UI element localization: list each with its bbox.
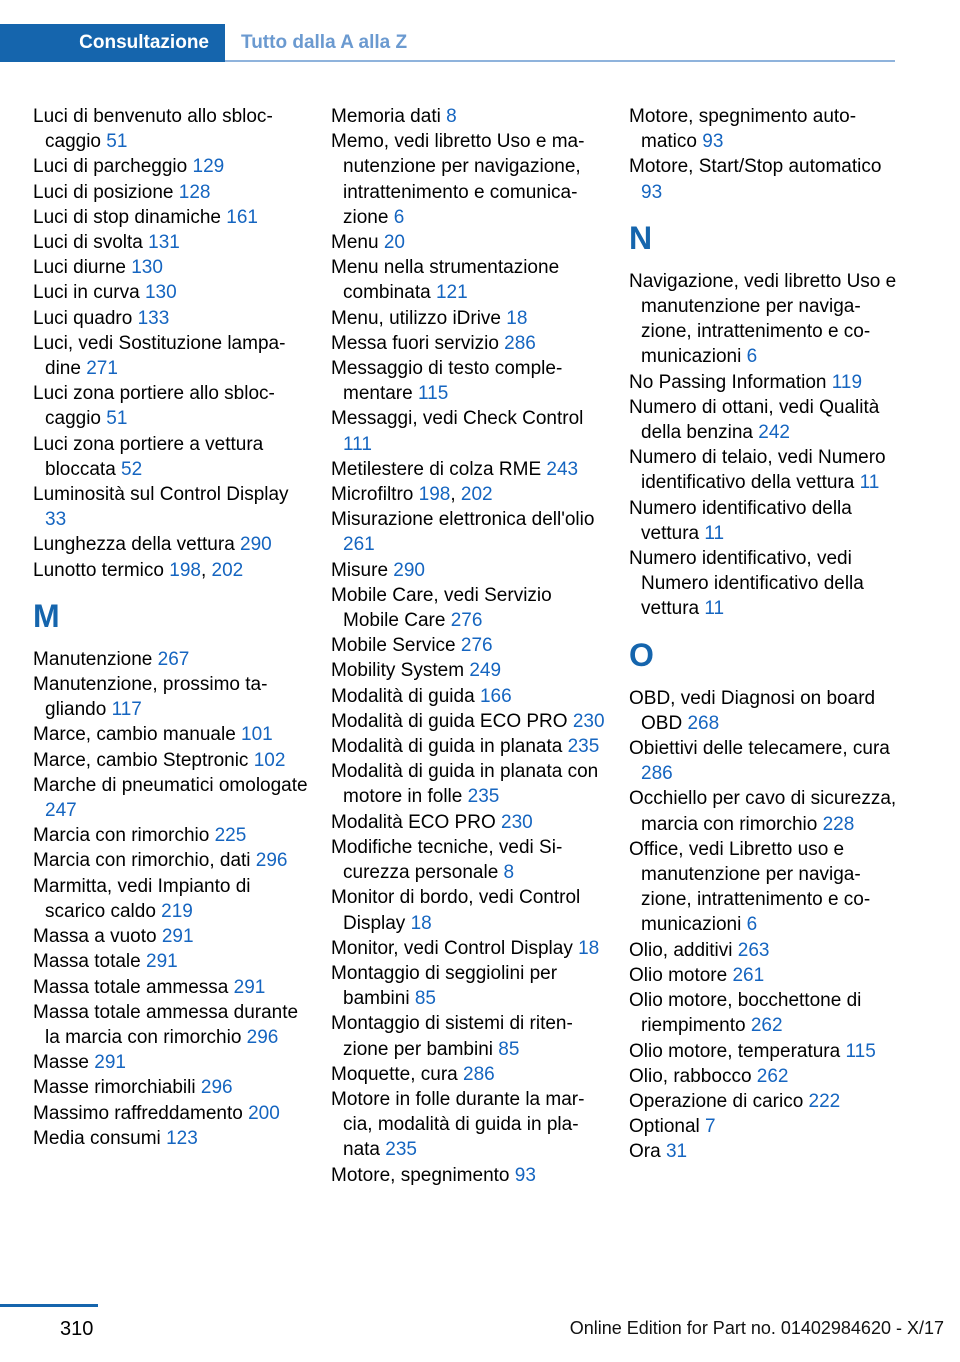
index-entry xyxy=(331,507,606,557)
page-reference-link[interactable]: 225 xyxy=(214,825,247,847)
page-reference-link[interactable]: 286 xyxy=(463,1063,495,1085)
index-entry-text: Memo, vedi libretto Uso e manutenzione per navigazione, intrattenimento e comunicazione xyxy=(331,131,585,228)
index-entry-text: Messa fuori servizio xyxy=(331,332,505,354)
index-entry xyxy=(629,1139,904,1164)
index-entry xyxy=(331,255,606,305)
page-reference-link[interactable]: 222 xyxy=(808,1090,841,1112)
index-entry-text: Motore in folle durante la marcia, modalità di guida in planata xyxy=(331,1088,585,1161)
page-reference-link[interactable]: 296 xyxy=(200,1077,233,1099)
index-entry-text: Olio motore, temperatura xyxy=(629,1040,846,1062)
page-reference-link[interactable]: 93 xyxy=(702,131,724,153)
index-entry xyxy=(33,205,308,230)
page-reference-link[interactable]: 111 xyxy=(343,433,372,455)
page-reference-link[interactable]: 129 xyxy=(192,156,225,178)
index-entry-text: Luci, vedi Sostituzione lampadine xyxy=(33,332,286,380)
page-reference-link[interactable]: 115 xyxy=(845,1040,876,1062)
index-entry xyxy=(629,445,904,495)
page-reference-link[interactable]: 51 xyxy=(106,408,128,430)
index-entry xyxy=(33,647,308,672)
index-entry-text: Moquette, cura xyxy=(331,1063,464,1085)
index-entry xyxy=(331,1062,606,1087)
page-reference-link[interactable]: 85 xyxy=(414,988,436,1010)
index-entry xyxy=(331,457,606,482)
index-entry xyxy=(629,154,904,204)
page-reference-link[interactable]: 296 xyxy=(255,850,288,872)
page-reference-link[interactable]: 33 xyxy=(45,509,67,531)
index-entry xyxy=(33,874,308,924)
index-entry xyxy=(33,672,308,722)
index-entry xyxy=(331,684,606,709)
index-entry-text: Marche di pneumatici omologate xyxy=(33,774,308,796)
index-entry-text: Manutenzione xyxy=(33,648,158,670)
page-reference-link[interactable]: 121 xyxy=(435,282,468,304)
index-entry xyxy=(331,633,606,658)
page-reference-link[interactable]: 263 xyxy=(737,939,770,961)
index-entry-text: Numero di ottani, vedi Qualità della benzina xyxy=(629,396,880,444)
page-reference-link[interactable]: 262 xyxy=(756,1065,789,1087)
index-entry-text: Luminosità sul Control Display xyxy=(33,484,289,506)
index-entry-text: Numero identificativo della vettura xyxy=(629,497,852,544)
page-reference-link[interactable]: 133 xyxy=(137,307,170,329)
index-entry-text: Manutenzione, prossimo tagliando xyxy=(33,674,268,721)
page-reference-link[interactable]: 276 xyxy=(450,610,483,632)
index-entry-text: Misurazione elettronica dell'olio xyxy=(331,509,595,531)
index-entry xyxy=(33,104,308,154)
page-reference-link[interactable]: 202 xyxy=(211,559,244,581)
page-reference-link[interactable]: 242 xyxy=(758,422,790,444)
page-reference-link[interactable]: 101 xyxy=(241,724,273,746)
index-entry-text: Modalità di guida xyxy=(331,685,480,707)
page-reference-link[interactable]: 219 xyxy=(161,900,193,922)
index-entry xyxy=(331,709,606,734)
index-entry-text: Luci di stop dinamiche xyxy=(33,206,227,228)
index-entry xyxy=(629,837,904,938)
index-entry-text: Menu nella strumentazione combinata xyxy=(331,257,560,304)
index-entry-text: Luci in curva xyxy=(33,282,145,304)
page-reference-link[interactable]: 291 xyxy=(161,926,194,948)
page-reference-link[interactable]: 18 xyxy=(410,912,432,934)
page-reference-link[interactable]: 290 xyxy=(393,559,425,581)
breadcrumb[interactable]: Tutto dalla A alla Z xyxy=(241,32,408,53)
index-entry xyxy=(33,823,308,848)
page-reference-link[interactable]: 6 xyxy=(746,346,758,368)
index-entry xyxy=(629,988,904,1038)
index-entry xyxy=(33,748,308,773)
index-entry xyxy=(331,104,606,129)
index-entry-text: Olio motore, bocchettone di riempimento xyxy=(629,990,862,1037)
page-reference-link[interactable]: 247 xyxy=(45,800,77,822)
page-reference-link[interactable]: 198 xyxy=(418,484,451,506)
index-entry xyxy=(629,269,904,370)
index-entry xyxy=(33,1075,308,1100)
index-entry-text: Massa totale xyxy=(33,951,146,973)
index-entry xyxy=(629,104,904,154)
index-entry-text: Numero identificativo, vedi Numero identificativo della vettura xyxy=(629,548,864,620)
index-entry xyxy=(331,835,606,885)
index-entry-text: Marcia con rimorchio xyxy=(33,825,215,847)
page-reference-link[interactable]: 93 xyxy=(641,181,663,203)
index-entry-text: Monitor di bordo, vedi Control Display xyxy=(331,887,581,934)
page-reference-link[interactable]: 8 xyxy=(503,862,515,884)
page-reference-link[interactable]: 130 xyxy=(131,257,163,279)
index-entry-text: Optional xyxy=(629,1116,706,1138)
page-reference-link[interactable]: 249 xyxy=(469,660,502,682)
index-entry-text: Modalità di guida ECO PRO xyxy=(331,710,573,732)
index-entry-text: Marce, cambio Steptronic xyxy=(33,749,254,771)
page-reference-link[interactable]: 290 xyxy=(240,534,272,556)
header-divider xyxy=(225,60,895,62)
page-reference-link[interactable]: 11 xyxy=(859,472,880,494)
index-column-1 xyxy=(33,104,308,1151)
page-reference-link[interactable]: 198 xyxy=(169,559,201,581)
page-reference-link[interactable]: 102 xyxy=(253,749,286,771)
index-entry xyxy=(331,810,606,835)
page-reference-link[interactable]: 6 xyxy=(746,914,758,936)
page-reference-link[interactable]: 131 xyxy=(148,232,180,254)
index-entry-text: Misure xyxy=(331,559,394,581)
index-entry-text: Marce, cambio manuale xyxy=(33,724,242,746)
page-reference-link[interactable]: 261 xyxy=(732,964,765,986)
index-entry-text: Masse xyxy=(33,1052,95,1074)
index-entry-text: Montaggio di sistemi di ritenzione per bambini xyxy=(331,1013,573,1060)
page-reference-link[interactable]: 31 xyxy=(665,1141,688,1163)
index-entry-text: Modalità di guida in planata xyxy=(331,736,568,758)
index-entry xyxy=(331,356,606,406)
index-entry xyxy=(331,306,606,331)
index-entry xyxy=(629,938,904,963)
index-entry-text: Masse rimorchiabili xyxy=(33,1077,201,1099)
index-entry xyxy=(331,230,606,255)
index-entry xyxy=(33,432,308,482)
index-entry xyxy=(33,280,308,305)
index-entry-text: Modalità di guida in planata con motore in folle xyxy=(331,761,599,808)
page-reference-link[interactable]: 11 xyxy=(704,522,725,544)
page-reference-link[interactable]: 93 xyxy=(514,1164,536,1186)
index-entry-text: Microfiltro xyxy=(331,484,419,506)
page-reference-link[interactable]: 20 xyxy=(383,232,405,254)
index-entry xyxy=(33,1000,308,1050)
index-entry-text: Olio motore xyxy=(629,964,733,986)
index-entry xyxy=(331,658,606,683)
index-entry-text: Massa totale ammessa xyxy=(33,976,234,998)
index-entry xyxy=(331,406,606,456)
index-entry xyxy=(331,759,606,809)
index-entry xyxy=(331,961,606,1011)
index-entry xyxy=(629,1089,904,1114)
index-entry xyxy=(33,975,308,1000)
page-reference-link[interactable]: 276 xyxy=(460,635,493,657)
index-entry xyxy=(331,331,606,356)
page-reference-link[interactable]: 18 xyxy=(578,937,600,959)
index-entry xyxy=(629,736,904,786)
index-entry xyxy=(33,381,308,431)
index-letter-heading: N xyxy=(629,219,653,256)
index-entry-text: Motore, spegnimento automatico xyxy=(629,106,857,153)
index-entry-text: Luci di svolta xyxy=(33,232,149,254)
index-entry xyxy=(33,1050,308,1075)
page-reference-link[interactable]: 8 xyxy=(446,106,457,127)
index-entry xyxy=(331,583,606,633)
index-entry-text: Montaggio di seggiolini per bambini xyxy=(331,962,558,1010)
index-entry xyxy=(33,154,308,179)
index-entry xyxy=(33,1126,308,1151)
index-entry-text: Motore, spegnimento xyxy=(331,1164,515,1186)
page-reference-link[interactable]: 228 xyxy=(822,813,855,835)
index-entry-text: Office, vedi Libretto uso e manutenzione per navigazione, intrattenimento e comunicazioni xyxy=(629,838,871,936)
index-entry xyxy=(33,949,308,974)
index-entry xyxy=(331,1011,606,1061)
page-header xyxy=(0,24,960,64)
index-entry xyxy=(629,1039,904,1064)
index-entry-text: Media consumi xyxy=(33,1127,167,1149)
index-entry xyxy=(629,496,904,546)
page-reference-link[interactable]: 262 xyxy=(750,1015,783,1037)
index-entry xyxy=(629,786,904,836)
index-entry-text: Mobile Care, vedi Servizio Mobile Care xyxy=(331,584,552,632)
index-entry-text: Occhiello per cavo di sicurezza, marcia con rimorchio xyxy=(629,788,897,835)
index-entry-text: Operazione di carico xyxy=(629,1090,809,1112)
index-entry-text: Numero di telaio, vedi Numero identificativo della vettura xyxy=(629,447,886,494)
index-entry xyxy=(33,482,308,532)
index-column-2 xyxy=(331,104,606,1188)
index-entry-text: Lunghezza della vettura xyxy=(33,534,241,556)
index-entry-text: Luci di parcheggio xyxy=(33,156,193,178)
page-reference-link[interactable]: 286 xyxy=(504,332,536,354)
index-entry xyxy=(629,370,904,395)
index-entry xyxy=(331,129,606,230)
index-entry-text: Olio, additivi xyxy=(629,939,738,961)
page-reference-link[interactable]: 52 xyxy=(121,458,143,480)
index-entry-text: Mobility System xyxy=(331,660,470,682)
footer-divider xyxy=(0,1304,98,1307)
index-entry-text: Massimo raffreddamento xyxy=(33,1102,249,1124)
page-reference-link[interactable]: 291 xyxy=(233,976,266,998)
index-entry-text: Luci zona portiere a vettura bloccata xyxy=(33,433,264,480)
index-entry xyxy=(33,306,308,331)
index-entry xyxy=(33,558,308,583)
index-entry xyxy=(629,963,904,988)
page-reference-link[interactable]: 11 xyxy=(704,598,725,620)
index-entry-text: Menu xyxy=(331,232,384,254)
index-entry xyxy=(33,230,308,255)
page-reference-link[interactable]: 202 xyxy=(460,484,493,506)
index-entry xyxy=(33,773,308,823)
page-reference-link[interactable]: 291 xyxy=(146,951,178,973)
section-tab[interactable]: Consultazione xyxy=(0,24,225,62)
index-entry xyxy=(331,1087,606,1163)
index-entry xyxy=(33,722,308,747)
page-reference-link[interactable]: 115 xyxy=(417,383,449,405)
edition-note: Online Edition for Part no. 01402984620 - X/17 xyxy=(569,1318,944,1338)
index-entry-text: Olio, rabbocco xyxy=(629,1065,757,1087)
page-reference-link[interactable]: 166 xyxy=(479,685,512,707)
page-reference-link[interactable]: 85 xyxy=(498,1038,520,1060)
index-entry-text: Massa totale ammessa durante la marcia con rimorchio xyxy=(33,1001,299,1048)
page-reference-link[interactable]: 271 xyxy=(86,358,118,380)
page-reference-link[interactable]: 291 xyxy=(94,1052,126,1074)
index-entry xyxy=(331,734,606,759)
page-number: 310 xyxy=(60,1318,94,1340)
index-entry xyxy=(331,558,606,583)
index-entry xyxy=(629,395,904,445)
page-reference-link[interactable]: 7 xyxy=(705,1116,716,1138)
index-entry-text: Modifiche tecniche, vedi Sicurezza personale xyxy=(331,836,563,884)
page-reference-link[interactable]: 268 xyxy=(687,712,720,734)
index-entry xyxy=(331,1163,606,1188)
index-entry-text: Messaggi, vedi Check Control xyxy=(331,408,584,430)
page-reference-link[interactable]: 117 xyxy=(111,699,142,721)
page-reference-link[interactable]: 230 xyxy=(572,710,605,732)
index-entry xyxy=(33,924,308,949)
index-entry-text: Messaggio di testo complementare xyxy=(331,358,563,405)
index-entry xyxy=(33,255,308,280)
index-entry-text: Mobile Service xyxy=(331,635,461,657)
index-entry xyxy=(33,180,308,205)
page-reference-link[interactable]: 286 xyxy=(641,763,673,785)
page-reference-link[interactable]: 6 xyxy=(393,206,405,228)
index-entry-text: Memoria dati xyxy=(331,106,447,127)
index-entry-text: Marcia con rimorchio, dati xyxy=(33,850,256,872)
index-entry xyxy=(629,1114,904,1139)
page-ref-separator: , xyxy=(200,559,212,581)
page-reference-link[interactable]: 243 xyxy=(546,458,579,480)
index-entry xyxy=(33,848,308,873)
index-entry-text: Luci di posizione xyxy=(33,181,179,203)
index-entry-text: Monitor, vedi Control Display xyxy=(331,937,579,959)
index-entry-text: Marmitta, vedi Impianto di scarico caldo xyxy=(33,875,251,922)
index-entry-text: Lunotto termico xyxy=(33,559,170,581)
index-entry-text: Modalità ECO PRO xyxy=(331,811,501,833)
page-reference-link[interactable]: 200 xyxy=(248,1102,280,1124)
index-entry-text: Menu, utilizzo iDrive xyxy=(331,307,507,329)
index-entry-text: OBD, vedi Diagnosi on board OBD xyxy=(629,687,876,734)
index-entry xyxy=(629,1064,904,1089)
page-reference-link[interactable]: 18 xyxy=(506,307,528,329)
page-reference-link[interactable]: 267 xyxy=(157,648,190,670)
index-entry-text: Luci quadro xyxy=(33,307,138,329)
page-ref-separator: , xyxy=(450,484,461,506)
index-entry-text: Luci di benvenuto allo sbloccaggio xyxy=(33,106,273,153)
index-letter-heading: O xyxy=(629,636,654,673)
index-entry xyxy=(331,482,606,507)
index-entry-text: No Passing Information xyxy=(629,371,832,393)
page-reference-link[interactable]: 296 xyxy=(246,1026,279,1048)
index-entry-text: Luci zona portiere allo sbloccaggio xyxy=(33,383,275,430)
index-entry-text: Ora xyxy=(629,1141,666,1163)
page-reference-link[interactable]: 261 xyxy=(343,534,375,556)
index-entry xyxy=(331,936,606,961)
page-reference-link[interactable]: 130 xyxy=(144,282,177,304)
page-reference-link[interactable]: 235 xyxy=(567,736,600,758)
page-reference-link[interactable]: 123 xyxy=(166,1127,198,1149)
index-entry xyxy=(331,885,606,935)
index-entry xyxy=(629,686,904,736)
index-entry-text: Luci diurne xyxy=(33,257,132,279)
page-reference-link[interactable]: 119 xyxy=(831,371,863,393)
index-entry xyxy=(33,532,308,557)
page-reference-link[interactable]: 235 xyxy=(385,1139,417,1161)
index-entry-text: Navigazione, vedi libretto Uso e manutenzione per navigazione, intrattenimento e comunicazioni xyxy=(629,270,897,368)
index-letter-heading: M xyxy=(33,597,60,634)
page-reference-link[interactable]: 230 xyxy=(501,811,533,833)
index-entry xyxy=(33,331,308,381)
index-column-3 xyxy=(629,104,904,1165)
page-reference-link[interactable]: 161 xyxy=(226,206,258,228)
index-entry-text: Obiettivi delle telecamere, cura xyxy=(629,738,890,760)
page-reference-link[interactable]: 235 xyxy=(467,786,500,808)
index-entry-text: Metilestere di colza RME xyxy=(331,458,547,480)
page-reference-link[interactable]: 51 xyxy=(106,131,128,153)
index-entry xyxy=(629,546,904,622)
index-entry xyxy=(33,1101,308,1126)
index-entry-text: Motore, Start/Stop automatico xyxy=(629,156,882,178)
page-reference-link[interactable]: 128 xyxy=(178,181,211,203)
index-entry-text: Massa a vuoto xyxy=(33,926,162,948)
